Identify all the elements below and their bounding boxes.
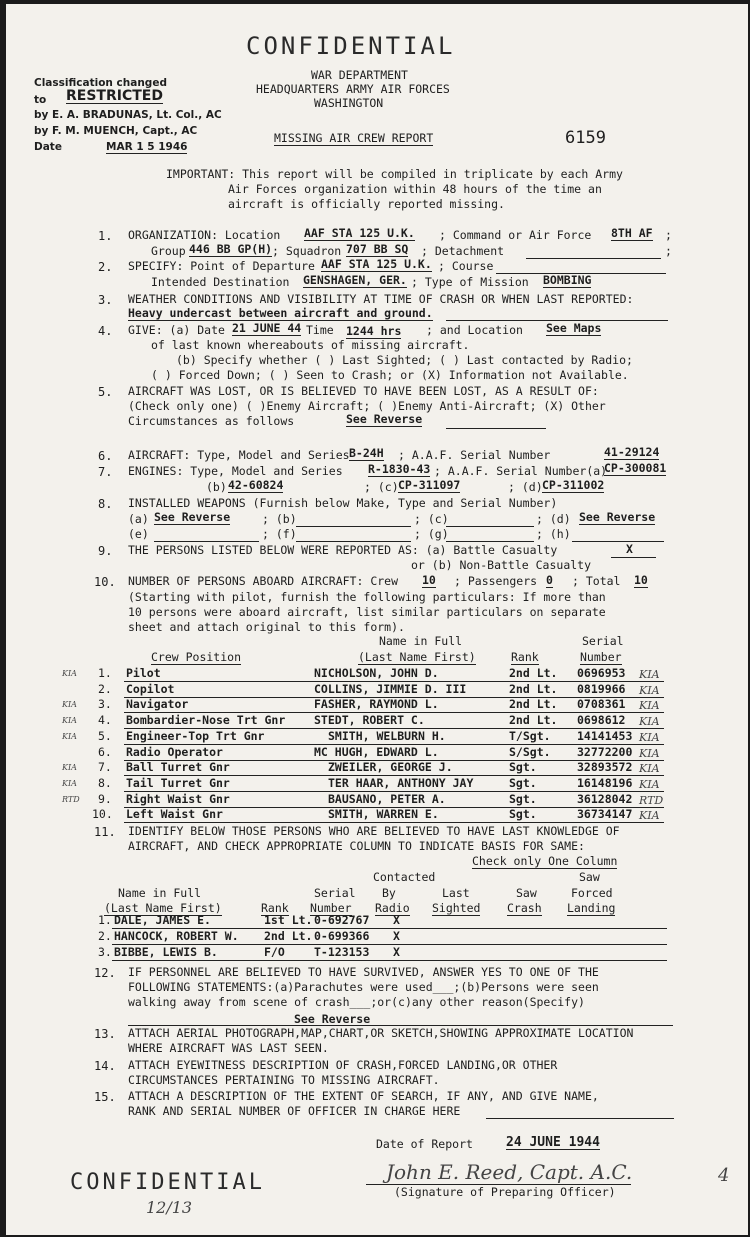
item-1-detachment-label: ; Detachment (421, 244, 505, 258)
header-line-1: WAR DEPARTMENT (311, 68, 408, 82)
knowledge-serial: 0-699366 (314, 928, 370, 943)
knowledge-name: BIBBE, LEWIS B. (114, 944, 218, 959)
knowledge-row-number: 1. (98, 913, 112, 927)
important-line-3: aircraft is officially reported missing. (228, 197, 505, 211)
knowledge-header-landing: Landing (567, 901, 616, 915)
knowledge-name: HANCOCK, ROBERT W. (114, 928, 239, 943)
important-line-2: Air Forces organization within 48 hours of the time an (228, 182, 602, 196)
report-title: MISSING AIR CREW REPORT (274, 131, 434, 145)
crew-row-number: 8. (98, 775, 112, 790)
item-11-number: 11. (94, 825, 116, 839)
item-7-series: R-1830-43 (368, 462, 431, 476)
crew-serial: 0696953 (577, 666, 626, 680)
item-5-value: See Reverse (346, 412, 423, 426)
crew-rank: Sgt. (509, 791, 537, 806)
item-2-destination-label: Intended Destination (151, 275, 290, 289)
item-9-line-1: THE PERSONS LISTED BELOW WERE REPORTED AS: (a) Battle Casualty (128, 543, 558, 557)
date-of-report-value: 24 JUNE 1944 (506, 1135, 600, 1150)
item-11-line-1: IDENTIFY BELOW THOSE PERSONS WHO ARE BELIEVED TO HAVE LAST KNOWLEDGE OF (128, 824, 620, 838)
item-7-b-label: (b) (206, 480, 227, 494)
crew-rank: S/Sgt. (509, 744, 551, 759)
crew-position: Left Waist Gnr (126, 807, 223, 822)
knowledge-header-number: Number (310, 901, 352, 915)
missing-air-crew-report-page (6, 4, 748, 1235)
item-1-label: ORGANIZATION: Location (128, 228, 281, 242)
crew-status-note: KIA (639, 668, 660, 681)
classification-by-line-2: by F. M. MUENCH, Capt., AC (34, 125, 198, 137)
item-4-line-3: (b) Specify whether ( ) Last Sighted; ( ) Last contacted by Radio; (176, 353, 633, 367)
knowledge-rank: 1st Lt. (264, 913, 313, 927)
item-6-series: B-24H (349, 446, 384, 460)
crew-margin-note: RTD (62, 794, 80, 804)
crew-status-note: KIA (639, 762, 660, 776)
crew-name: COLLINS, JIMMIE D. III (314, 681, 467, 696)
knowledge-header-by: By (382, 886, 396, 900)
crew-header-serial-2: Number (580, 650, 622, 664)
knowledge-header-serial: Serial (314, 886, 356, 900)
item-7-serial-d: CP-311002 (542, 478, 605, 492)
crew-header-name-2: (Last Name First) (358, 650, 476, 664)
item-4-line-2: of last known whereabouts of missing aircraft. (151, 338, 470, 352)
item-8-h-label: ; (h) (536, 527, 571, 541)
knowledge-header-saw-2: Saw (516, 886, 537, 900)
classification-date-label: Date (34, 141, 62, 153)
crew-rank: 2nd Lt. (509, 681, 558, 696)
item-4-line-4: ( ) Forced Down; ( ) Seen to Crash; or (X) Information not Available. (151, 368, 629, 382)
item-4-number: 4. (98, 324, 113, 338)
crew-row-number: 10. (92, 807, 113, 822)
crew-serial: 0819966 (577, 681, 626, 696)
item-8-a-value: See Reverse (154, 510, 231, 524)
crew-status-note: RTD (639, 793, 664, 807)
item-15-line-1: ATTACH A DESCRIPTION OF THE EXTENT OF SEARCH, IF ANY, AND GIVE NAME, (128, 1089, 599, 1103)
item-8-c-label: ; (c) (414, 512, 449, 526)
item-9-number: 9. (98, 544, 113, 558)
item-3-value: Heavy undercast between aircraft and ground. (128, 306, 433, 320)
classification-to-label: to (34, 94, 47, 106)
report-number: 6159 (565, 128, 606, 148)
crew-name: NICHOLSON, JOHN D. (314, 666, 439, 680)
item-7-serial-label: ; A.A.F. Serial Number(a) (434, 464, 608, 478)
item-2-label: SPECIFY: Point of Departure (128, 259, 315, 273)
item-2-mission-label: ; Type of Mission (411, 275, 529, 289)
classification-date-value: MAR 1 5 1946 (106, 141, 188, 153)
knowledge-serial: 0-692767 (314, 913, 370, 927)
knowledge-header-name-2: (Last Name First) (104, 901, 222, 915)
crew-name: SMITH, WARREN E. (328, 807, 439, 822)
crew-rank: 2nd Lt. (509, 697, 558, 712)
item-3-label: WEATHER CONDITIONS AND VISIBILITY AT TIME OF CRASH OR WHEN LAST REPORTED: (128, 292, 634, 306)
confidential-footer-stamp: CONFIDENTIAL (70, 1170, 265, 1195)
item-1-number: 1. (98, 229, 113, 243)
item-6-serial-label: ; A.A.F. Serial Number (398, 448, 551, 462)
item-10-number: 10. (94, 575, 116, 589)
crew-position: Right Waist Gnr (126, 791, 230, 806)
crew-status-note: KIA (639, 715, 660, 729)
item-5-line-1: AIRCRAFT WAS LOST, OR IS BELIEVED TO HAVE BEEN LOST, AS A RESULT OF: (128, 384, 599, 398)
crew-serial: 36128042 (577, 791, 633, 806)
knowledge-row-number: 2. (98, 928, 112, 943)
crew-rank: Sgt. (509, 775, 537, 790)
item-9-line-2: or (b) Non-Battle Casualty (411, 558, 592, 572)
item-11-line-2: AIRCRAFT, AND CHECK APPROPRIATE COLUMN TO INDICATE BASIS FOR SAME: (128, 839, 585, 853)
header-line-3: WASHINGTON (314, 96, 384, 110)
item-8-f-label: ; (f) (262, 527, 297, 541)
item-13-number: 13. (94, 1027, 116, 1041)
crew-margin-note: KIA (62, 669, 77, 678)
item-12-line-1: IF PERSONNEL ARE BELIEVED TO HAVE SURVIVED, ANSWER YES TO ONE OF THE (128, 965, 599, 979)
knowledge-header-forced: Forced (571, 886, 613, 900)
crew-serial: 36734147 (577, 807, 633, 822)
header-line-2: HEADQUARTERS ARMY AIR FORCES (256, 82, 450, 96)
crew-status-note: KIA (639, 730, 660, 744)
crew-name: FASHER, RAYMOND L. (314, 697, 439, 712)
knowledge-rank: 2nd Lt. (264, 928, 313, 943)
crew-position: Pilot (126, 666, 161, 680)
knowledge-radio-mark: X (393, 913, 400, 927)
item-7-number: 7. (98, 465, 113, 479)
crew-status-note: KIA (639, 777, 660, 791)
item-10-total-label: ; Total (572, 574, 621, 588)
item-4-time-label: Time (306, 323, 334, 337)
item-1-command-label: ; Command or Air Force (439, 228, 592, 242)
crew-header-serial-1: Serial (582, 634, 624, 648)
item-10-line-2: (Starting with pilot, furnish the following particulars: If more than (128, 590, 606, 604)
crew-margin-note: KIA (62, 716, 77, 726)
item-5-number: 5. (98, 385, 113, 399)
crew-name: STEDT, ROBERT C. (314, 713, 425, 728)
item-9-battle-casualty-mark: X (626, 542, 633, 556)
knowledge-header-crash: Crash (507, 901, 542, 915)
crew-serial: 0698612 (577, 713, 626, 728)
item-2-number: 2. (98, 260, 113, 274)
knowledge-header-radio: Radio (375, 901, 410, 915)
item-4-location-label: ; and Location (426, 323, 523, 337)
crew-rank: Sgt. (509, 760, 537, 775)
crew-position: Tail Turret Gnr (126, 775, 230, 790)
knowledge-row-number: 3. (98, 944, 112, 959)
item-10-passengers-label: ; Passengers (454, 574, 538, 588)
item-10-line-4: sheet and attach original to this form). (128, 620, 405, 634)
item-6-serial: 41-29124 (604, 445, 660, 459)
crew-name: SMITH, WELBURN H. (328, 728, 446, 743)
item-1-squadron-label: ; Squadron (272, 244, 342, 258)
crew-serial: 14141453 (577, 728, 633, 743)
crew-position: Engineer-Top Trt Gnr (126, 728, 265, 743)
crew-row-number: 7. (98, 760, 112, 775)
crew-rank: 2nd Lt. (509, 713, 558, 728)
knowledge-serial: T-123153 (314, 944, 370, 959)
item-8-b-label: ; (b) (262, 512, 297, 526)
crew-name: MC HUGH, EDWARD L. (314, 744, 439, 759)
item-8-e-label: (e) (128, 527, 149, 541)
knowledge-radio-mark: X (393, 944, 400, 959)
crew-position: Navigator (126, 697, 189, 712)
knowledge-header-last: Last (442, 886, 470, 900)
classification-by-line-1: by E. A. BRADUNAS, Lt. Col., AC (34, 109, 222, 121)
item-8-label: INSTALLED WEAPONS (Furnish below Make, Type and Serial Number) (128, 496, 558, 510)
knowledge-rank: F/O (264, 944, 285, 959)
officer-signature: John E. Reed, Capt. A.C. (386, 1160, 633, 1184)
crew-position: Copilot (126, 681, 175, 696)
crew-position: Bombardier-Nose Trt Gnr (126, 713, 286, 728)
item-6-number: 6. (98, 449, 113, 463)
item-1-group: 446 BB GP(H) (189, 242, 273, 256)
item-1-end-2: ; (665, 244, 672, 258)
item-14-line-2: CIRCUMSTANCES PERTAINING TO MISSING AIRCRAFT. (128, 1073, 440, 1087)
crew-position: Radio Operator (126, 744, 223, 759)
item-5-line-3: Circumstances as follows (128, 414, 295, 428)
item-12-number: 12. (94, 966, 116, 980)
crew-rank: T/Sgt. (509, 728, 551, 743)
item-14-line-1: ATTACH EYEWITNESS DESCRIPTION OF CRASH,FORCED LANDING,OR OTHER (128, 1058, 558, 1072)
item-1-end: ; (665, 228, 672, 242)
classification-changed-label: Classification changed (34, 77, 167, 89)
item-2-course-label: ; Course (438, 259, 494, 273)
item-10-line-3: 10 persons were aboard aircraft, list similar particulars on separate (128, 605, 606, 619)
knowledge-header-rank: Rank (261, 901, 289, 915)
crew-status-note: KIA (639, 809, 660, 823)
item-10-label: NUMBER OF PERSONS ABOARD AIRCRAFT: Crew (128, 574, 399, 588)
item-11-check-note: Check only One Column (472, 854, 618, 868)
crew-row-number: 9. (98, 791, 112, 806)
knowledge-name: DALE, JAMES E. (114, 913, 211, 927)
crew-status-note: KIA (639, 683, 660, 697)
crew-header-position: Crew Position (151, 650, 242, 664)
crew-status-note: KIA (639, 699, 660, 713)
item-15-line-2: RANK AND SERIAL NUMBER OF OFFICER IN CHARGE HERE (128, 1104, 461, 1118)
item-7-serial-c: CP-311097 (398, 478, 461, 492)
crew-header-name-1: Name in Full (379, 634, 463, 648)
item-2-destination: GENSHAGEN, GER. (303, 273, 407, 287)
important-line-1: IMPORTANT: This report will be compiled in triplicate by each Army (166, 167, 623, 181)
crew-row-number: 1. (98, 666, 112, 680)
crew-margin-note: KIA (62, 700, 77, 710)
crew-rank: 2nd Lt. (509, 666, 558, 680)
crew-row-number: 4. (98, 713, 112, 728)
item-10-crew: 10 (422, 573, 436, 587)
item-12-line-3: walking away from scene of crash___;or(c)any other reason(Specify) (128, 995, 585, 1009)
item-12-line-2: FOLLOWING STATEMENTS:(a)Parachutes were used___;(b)Persons were seen (128, 980, 599, 994)
item-5-line-2: (Check only one) ( )Enemy Aircraft; ( )Enemy Anti-Aircraft; (X) Other (128, 399, 606, 413)
crew-row-number: 2. (98, 681, 112, 696)
item-14-number: 14. (94, 1059, 116, 1073)
crew-status-note: KIA (639, 746, 660, 760)
item-13-line-1: ATTACH AERIAL PHOTOGRAPH,MAP,CHART,OR SKETCH,SHOWING APPROXIMATE LOCATION (128, 1026, 634, 1040)
item-8-a-label: (a) (128, 512, 149, 526)
item-4-date-label: GIVE: (a) Date (128, 323, 225, 337)
confidential-header-stamp: CONFIDENTIAL (246, 32, 456, 60)
item-1-squadron: 707 BB SQ (346, 242, 409, 256)
crew-margin-note: KIA (62, 731, 77, 741)
item-4-location: See Maps (546, 321, 602, 335)
knowledge-header-sighted: Sighted (432, 901, 481, 915)
item-4-date: 21 JUNE 44 (232, 321, 302, 335)
knowledge-header-saw-1: Saw (579, 870, 600, 884)
crew-name: ZWEILER, GEORGE J. (328, 760, 453, 775)
item-7-label: ENGINES: Type, Model and Series (128, 464, 343, 478)
item-10-passengers: 0 (546, 573, 553, 587)
item-10-total: 10 (634, 573, 648, 587)
crew-position: Ball Turret Gnr (126, 760, 230, 775)
classification-to-value: RESTRICTED (66, 88, 163, 104)
crew-name: BAUSANO, PETER A. (328, 791, 446, 806)
item-7-serial-b: 42-60824 (228, 478, 284, 492)
crew-serial: 16148196 (577, 775, 633, 790)
date-of-report-label: Date of Report (376, 1137, 473, 1151)
item-6-label: AIRCRAFT: Type, Model and Series (128, 448, 350, 462)
item-1-location: AAF STA 125 U.K. (304, 226, 415, 240)
crew-serial: 32772200 (577, 744, 633, 759)
item-7-c-label: ; (c) (364, 480, 399, 494)
crew-name: TER HAAR, ANTHONY JAY (328, 775, 474, 790)
item-2-departure: AAF STA 125 U.K. (321, 257, 432, 271)
crew-serial: 32893572 (577, 760, 633, 775)
item-1-group-label: Group (151, 244, 186, 258)
knowledge-radio-mark: X (393, 928, 400, 943)
item-8-d-value: See Reverse (579, 510, 656, 524)
knowledge-header-contacted: Contacted (373, 870, 436, 884)
item-12-value: See Reverse (294, 1012, 371, 1026)
item-15-number: 15. (94, 1090, 116, 1104)
item-8-g-label: ; (g) (414, 527, 449, 541)
knowledge-header-name-1: Name in Full (118, 886, 202, 900)
item-2-mission: BOMBING (543, 273, 592, 287)
stamp-handwritten-mark: 12/13 (146, 1198, 193, 1217)
crew-rank: Sgt. (509, 807, 537, 822)
crew-row-number: 6. (98, 744, 112, 759)
item-4-time: 1244 hrs (346, 324, 402, 338)
item-3-number: 3. (98, 293, 113, 307)
crew-serial: 0708361 (577, 697, 626, 712)
item-8-number: 8. (98, 497, 113, 511)
item-7-d-label: ; (d) (508, 480, 543, 494)
crew-row-number: 5. (98, 728, 112, 743)
crew-margin-note: KIA (62, 778, 77, 788)
crew-row-number: 3. (98, 697, 112, 712)
crew-header-rank: Rank (511, 650, 539, 664)
signature-label: (Signature of Preparing Officer) (394, 1185, 616, 1199)
item-7-serial-a: CP-300081 (604, 461, 667, 475)
item-1-command: 8TH AF (611, 226, 653, 240)
corner-page-mark: 4 (718, 1165, 730, 1186)
item-8-d-label: ; (d) (536, 512, 571, 526)
item-13-line-2: WHERE AIRCRAFT WAS LAST SEEN. (128, 1041, 329, 1055)
crew-margin-note: KIA (62, 763, 77, 773)
